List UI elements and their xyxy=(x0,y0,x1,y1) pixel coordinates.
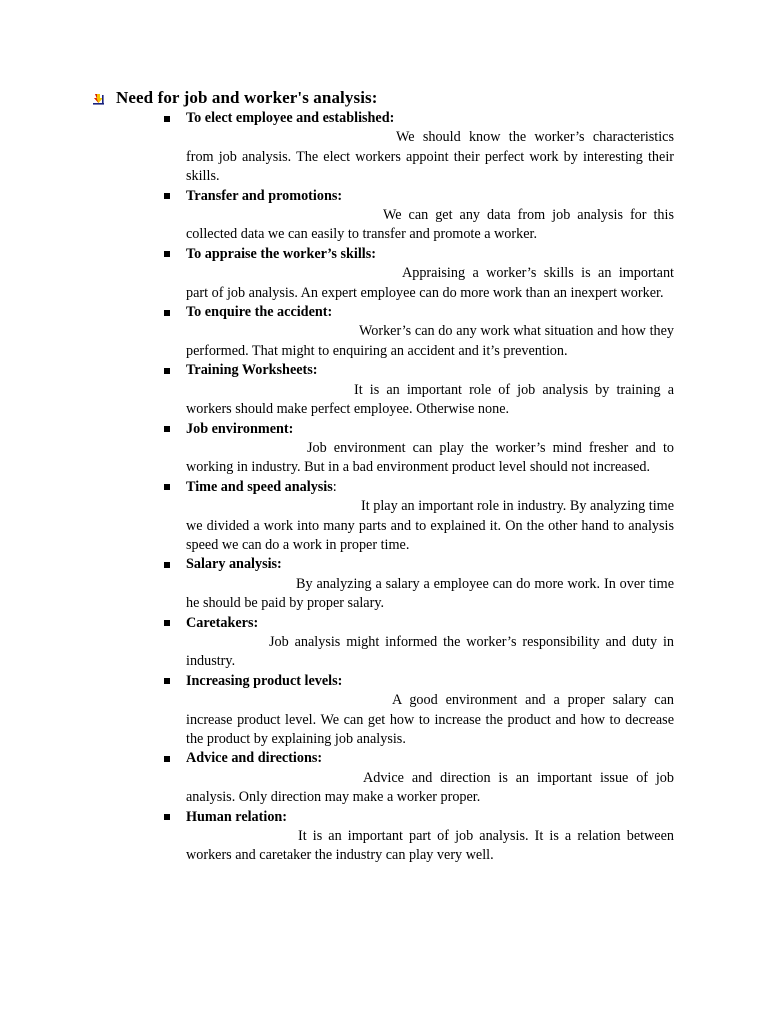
list-item xyxy=(162,109,674,187)
square-bullet-icon xyxy=(164,251,170,257)
list-item xyxy=(162,672,674,750)
square-bullet-icon xyxy=(164,116,170,122)
square-bullet-icon xyxy=(164,678,170,684)
item-title-text: Transfer and promotions: xyxy=(186,187,343,204)
list-item xyxy=(162,361,674,419)
item-title xyxy=(186,420,674,439)
item-body: Job environment can play the worker’s mind fresher and to working in industry. But in a bad environment product level should not increased. xyxy=(186,439,674,476)
square-bullet-icon xyxy=(164,368,170,374)
heading-text: Need for job and worker's analysis: xyxy=(116,88,378,107)
item-title-text: To elect employee and established: xyxy=(186,110,395,126)
item-title xyxy=(186,245,674,264)
section-heading xyxy=(92,86,378,110)
item-title xyxy=(186,749,674,768)
item-title-text: Human relation: xyxy=(186,808,288,825)
arrow-bullet-icon xyxy=(92,91,106,105)
item-title xyxy=(186,478,674,497)
item-body: Job analysis might informed the worker’s responsibility and duty in industry. xyxy=(186,633,674,670)
item-body: We should know the worker’s characteristics from job analysis. The elect workers appoint their perfect work by interesting their skills. xyxy=(186,129,674,185)
item-body: It play an important role in industry. By analyzing time we divided a work into many parts and to explained it. On the other hand to analysis speed we can do a work in proper time. xyxy=(186,498,674,553)
item-title-text: Advice and directions: xyxy=(186,750,323,767)
item-title-text: Caretakers: xyxy=(186,614,259,631)
square-bullet-icon xyxy=(164,310,170,316)
item-body: Worker’s can do any work what situation and how they performed. That might to enquiring an accident and it’s prevention. xyxy=(186,323,674,359)
square-bullet-icon xyxy=(164,814,170,820)
item-title-text: Salary analysis: xyxy=(186,556,282,573)
item-body: Advice and direction is an important issue of job analysis. Only direction may make a worker proper. xyxy=(186,769,674,806)
list-item xyxy=(162,187,674,245)
item-title xyxy=(186,109,674,128)
item-body: By analyzing a salary a employee can do more work. In over time he should be paid by proper salary. xyxy=(186,575,674,612)
item-title xyxy=(186,303,674,322)
item-title-text: To enquire the accident: xyxy=(186,304,333,321)
item-title xyxy=(186,614,674,633)
item-body: It is an important role of job analysis by training a workers should make perfect employee. Otherwise none. xyxy=(186,381,674,418)
list-item xyxy=(162,245,674,303)
item-title-text: Job environment: xyxy=(186,420,294,437)
square-bullet-icon xyxy=(164,484,170,490)
square-bullet-icon xyxy=(164,426,170,432)
item-title-text: To appraise the worker’s skills: xyxy=(186,245,376,262)
item-title xyxy=(186,808,674,827)
item-title-text: Training Worksheets: xyxy=(186,362,318,379)
item-title xyxy=(186,187,674,206)
item-title-suffix: : xyxy=(332,478,337,495)
list-item xyxy=(162,614,674,672)
item-body: It is an important part of job analysis. It is a relation between workers and caretaker the industry can play very well. xyxy=(186,828,674,864)
item-body: Appraising a worker’s skills is an important part of job analysis. An expert employee can do more work than an inexpert worker. xyxy=(186,265,674,301)
item-body: We can get any data from job analysis for this collected data we can easily to transfer and promote a worker. xyxy=(186,207,674,243)
square-bullet-icon xyxy=(164,193,170,199)
list-item xyxy=(162,808,674,866)
list-item xyxy=(162,303,674,361)
item-title-text: Time and speed analysis xyxy=(186,478,333,495)
item-title-text: Increasing product levels: xyxy=(186,672,343,689)
list-item xyxy=(162,420,674,478)
item-title xyxy=(186,361,674,380)
square-bullet-icon xyxy=(164,620,170,626)
item-title xyxy=(186,672,674,691)
analysis-list xyxy=(162,109,674,866)
item-body: A good environment and a proper salary can increase product level. We can get how to increase the product and how to decrease the product by explaining job analysis. xyxy=(186,692,674,747)
list-item xyxy=(162,478,674,556)
square-bullet-icon xyxy=(164,562,170,568)
list-item xyxy=(162,555,674,613)
item-title xyxy=(186,555,674,574)
list-item xyxy=(162,749,674,807)
square-bullet-icon xyxy=(164,756,170,762)
